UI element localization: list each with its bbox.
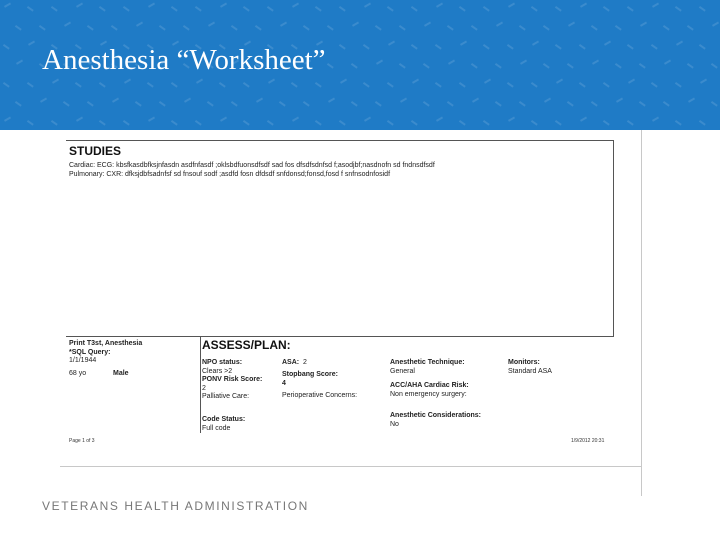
header-pattern-mark (531, 120, 538, 126)
header-pattern-mark (243, 6, 250, 12)
header-pattern-mark (364, 3, 371, 8)
monitors-value: Standard ASA (508, 367, 552, 375)
stopbang-label: Stopbang Score: (282, 371, 339, 378)
header-pattern-mark (159, 25, 166, 31)
header-pattern-mark (303, 25, 310, 31)
header-pattern-mark (652, 117, 659, 122)
header-pattern-mark (447, 101, 454, 107)
header-pattern-mark (64, 22, 71, 27)
header-pattern-mark (436, 117, 443, 122)
header-pattern-mark (375, 25, 382, 31)
header-pattern-mark (15, 25, 22, 31)
header-pattern-mark (292, 117, 299, 122)
header-pattern-mark (675, 6, 682, 12)
header-pattern-mark (519, 25, 526, 31)
header-pattern-mark (604, 41, 611, 46)
ponv-label: PONV Risk Score: (202, 376, 263, 383)
header-pattern-mark (3, 44, 10, 50)
header-pattern-mark (280, 22, 287, 27)
header-pattern-mark (699, 44, 706, 50)
header-pattern-mark (99, 6, 106, 12)
header-pattern-mark (76, 3, 83, 8)
header-pattern-mark (51, 120, 58, 126)
header-pattern-mark (411, 120, 418, 126)
header-pattern-mark (148, 117, 155, 122)
header-pattern-mark (219, 82, 226, 88)
header-pattern-mark (531, 6, 538, 12)
header-pattern-mark (472, 98, 479, 103)
header-pattern-mark (3, 82, 10, 88)
header-pattern-mark (99, 82, 106, 88)
header-pattern-mark (196, 79, 203, 84)
header-pattern-mark (315, 6, 322, 12)
monitors (508, 359, 552, 376)
header-pattern-mark (495, 63, 502, 69)
header-pattern-mark (435, 44, 442, 50)
header-pattern-mark (639, 63, 646, 69)
header-pattern-mark (387, 82, 394, 88)
header-pattern-mark (687, 25, 694, 31)
print-timestamp: 1/9/2012 20:31 (571, 438, 605, 444)
header-pattern-mark (627, 120, 634, 126)
header-pattern-mark (603, 6, 610, 12)
header-pattern-mark (675, 120, 682, 126)
header-pattern-mark (459, 120, 466, 126)
slide-header-band (0, 0, 720, 130)
header-pattern-mark (579, 82, 586, 88)
header-pattern-mark (256, 98, 263, 103)
header-pattern-mark (315, 120, 322, 126)
patient-sex: Male (113, 369, 129, 377)
header-pattern-mark (484, 79, 491, 84)
considerations-label: Anesthetic Considerations: (390, 412, 482, 419)
technique-value: General (390, 367, 415, 375)
header-pattern-mark (124, 79, 131, 84)
header-pattern-mark (363, 44, 370, 50)
header-pattern-mark (123, 6, 130, 12)
header-pattern-mark (579, 44, 586, 50)
header-pattern-mark (699, 6, 706, 12)
header-pattern-mark (184, 98, 191, 103)
header-pattern-mark (411, 6, 418, 12)
header-pattern-mark (555, 44, 562, 50)
patient-info (69, 340, 197, 378)
header-pattern-mark (700, 79, 707, 84)
header-pattern-mark (675, 82, 682, 88)
header-pattern-mark (351, 101, 358, 107)
header-pattern-mark (544, 98, 551, 103)
right-rule (641, 130, 642, 496)
header-pattern-mark (231, 25, 238, 31)
header-pattern-mark (16, 60, 23, 65)
header-pattern-mark (387, 6, 394, 12)
header-pattern-mark (556, 79, 563, 84)
header-pattern-mark (580, 3, 587, 8)
header-pattern-mark (400, 98, 407, 103)
considerations-value: No (390, 420, 399, 428)
header-pattern-mark (663, 101, 670, 107)
header-pattern-mark (699, 120, 706, 126)
header-pattern-mark (87, 101, 94, 107)
header-pattern-mark (75, 82, 82, 88)
studies-cardiac-line: Cardiac: ECG: kbsfkasdbfksjnfasdn asdfnfasdf ;oklsbdfuonsdfsdf sad fos dfsdfsdnfsd f;asodjbf;nasdnofn sd fndnsdfsdf (69, 162, 435, 169)
section-divider (66, 336, 614, 337)
header-pattern-mark (399, 63, 406, 69)
header-pattern-mark (591, 101, 598, 107)
header-pattern-mark (483, 6, 490, 12)
header-pattern-mark (640, 22, 647, 27)
header-pattern-mark (471, 25, 478, 31)
header-pattern-mark (711, 101, 718, 107)
document-border-top (66, 140, 614, 141)
header-pattern-mark (220, 3, 227, 8)
header-pattern-mark (483, 120, 490, 126)
header-pattern-mark (376, 60, 383, 65)
assess-plan-heading: ASSESS/PLAN: (202, 338, 291, 352)
header-pattern-mark (52, 79, 59, 84)
header-pattern-mark (459, 6, 466, 12)
header-pattern-mark (663, 25, 670, 31)
header-pattern-mark (292, 3, 299, 8)
technique-label: Anesthetic Technique: (390, 359, 465, 366)
header-pattern-mark (243, 82, 250, 88)
header-pattern-mark (39, 25, 46, 31)
npo-label: NPO status: (202, 359, 243, 366)
header-pattern-mark (399, 25, 406, 31)
header-pattern-mark (147, 82, 154, 88)
header-pattern-mark (615, 25, 622, 31)
header-pattern-mark (592, 60, 599, 65)
studies-pulmonary-line: Pulmonary: CXR: dfksjdbfsadnfsf sd fnsouf sodf ;asdfd fosn dfdsdf snfdonsd;fonsd,fosd f snfnsodnfosidf (69, 171, 391, 178)
header-pattern-mark (688, 98, 695, 103)
header-pattern-mark (99, 120, 106, 126)
header-pattern-mark (231, 101, 238, 107)
brand-footer: VETERANS HEALTH ADMINISTRATION (42, 499, 309, 513)
header-pattern-mark (616, 98, 623, 103)
header-pattern-mark (363, 82, 370, 88)
header-pattern-mark (652, 3, 659, 8)
header-pattern-mark (255, 25, 262, 31)
header-pattern-mark (423, 101, 430, 107)
bottom-rule (60, 466, 642, 467)
header-pattern-mark (627, 44, 634, 50)
header-pattern-mark (243, 120, 250, 126)
header-pattern-mark (183, 25, 190, 31)
header-pattern-mark (531, 82, 538, 88)
header-pattern-mark (448, 60, 455, 65)
header-pattern-mark (220, 117, 227, 122)
patient-age-sex-row (69, 370, 197, 379)
anesthetic-considerations (390, 412, 481, 429)
header-pattern-mark (352, 22, 359, 27)
header-pattern-mark (171, 120, 178, 126)
header-pattern-mark (136, 22, 143, 27)
header-pattern-mark (267, 6, 274, 12)
header-pattern-mark (339, 6, 346, 12)
code-status (202, 416, 245, 433)
header-pattern-mark (87, 25, 94, 31)
header-pattern-mark (27, 82, 34, 88)
acc-aha-risk (390, 382, 469, 399)
header-pattern-mark (340, 79, 347, 84)
acc-aha-label: ACC/AHA Cardiac Risk: (390, 382, 469, 389)
header-pattern-mark (460, 41, 467, 46)
header-pattern-mark (447, 25, 454, 31)
header-pattern-mark (123, 120, 130, 126)
header-pattern-mark (195, 6, 202, 12)
header-pattern-mark (339, 44, 346, 50)
asa-value: 2 (303, 359, 307, 366)
header-pattern-mark (268, 79, 275, 84)
header-pattern-mark (424, 22, 431, 27)
header-pattern-mark (364, 117, 371, 122)
document-border-right (613, 140, 614, 336)
patient-dob: 1/1/1944 (69, 357, 97, 364)
header-pattern-mark (208, 22, 215, 27)
header-pattern-mark (639, 101, 646, 107)
header-pattern-mark (171, 6, 178, 12)
header-pattern-mark (423, 63, 430, 69)
header-pattern-mark (459, 82, 466, 88)
header-pattern-mark (27, 6, 34, 12)
header-pattern-mark (63, 101, 70, 107)
stopbang-score (282, 371, 338, 388)
monitors-label: Monitors: (508, 359, 540, 366)
stopbang-value: 4 (282, 379, 286, 387)
header-pattern-mark (615, 63, 622, 69)
header-pattern-mark (291, 82, 298, 88)
header-pattern-mark (628, 79, 635, 84)
header-pattern-mark (4, 117, 11, 122)
header-pattern-mark (411, 44, 418, 50)
header-pattern-mark (4, 3, 11, 8)
header-pattern-mark (388, 41, 395, 46)
column-divider (200, 336, 201, 433)
header-pattern-mark (580, 117, 587, 122)
header-pattern-mark (687, 63, 694, 69)
header-pattern-mark (267, 120, 274, 126)
header-pattern-mark (315, 82, 322, 88)
header-pattern-mark (436, 3, 443, 8)
header-pattern-mark (111, 25, 118, 31)
header-pattern-mark (303, 101, 310, 107)
header-pattern-mark (591, 25, 598, 31)
header-pattern-mark (495, 101, 502, 107)
header-pattern-mark (651, 44, 658, 50)
header-pattern-mark (676, 41, 683, 46)
asa-row (282, 359, 307, 368)
slide-title: Anesthesia “Worksheet” (42, 44, 326, 76)
sql-query-label: *SQL Query: (69, 348, 111, 356)
header-pattern-mark (207, 101, 214, 107)
header-pattern-mark (112, 98, 119, 103)
header-pattern-mark (543, 25, 550, 31)
header-pattern-mark (603, 120, 610, 126)
header-pattern-mark (412, 79, 419, 84)
header-pattern-mark (471, 63, 478, 69)
header-pattern-mark (711, 63, 718, 69)
patient-name: Print T3st, Anesthesia (69, 340, 143, 347)
header-pattern-mark (496, 22, 503, 27)
header-pattern-mark (555, 6, 562, 12)
header-pattern-mark (507, 44, 514, 50)
header-pattern-mark (567, 101, 574, 107)
header-pattern-mark (568, 22, 575, 27)
header-pattern-mark (51, 6, 58, 12)
header-pattern-mark (555, 120, 562, 126)
studies-heading: STUDIES (69, 144, 122, 158)
patient-age: 68 yo (69, 369, 87, 377)
perioperative-concerns-label: Perioperative Concerns: (282, 392, 358, 399)
code-status-label: Code Status: (202, 416, 246, 423)
header-pattern-mark (339, 120, 346, 126)
header-pattern-mark (327, 63, 334, 69)
header-pattern-mark (483, 44, 490, 50)
header-pattern-mark (171, 82, 178, 88)
header-pattern-mark (651, 82, 658, 88)
header-pattern-mark (712, 22, 719, 27)
header-pattern-mark (27, 120, 34, 126)
header-pattern-mark (76, 117, 83, 122)
header-pattern-mark (28, 41, 35, 46)
npo-value: Clears >2 (202, 367, 233, 375)
header-pattern-mark (508, 117, 515, 122)
header-pattern-mark (351, 63, 358, 69)
header-pattern-mark (567, 63, 574, 69)
code-status-value: Full code (202, 424, 231, 432)
palliative-care-label: Palliative Care: (202, 393, 250, 400)
header-pattern-mark (435, 82, 442, 88)
acc-aha-value: Non emergency surgery: (390, 390, 467, 398)
header-pattern-mark (195, 120, 202, 126)
worksheet-document (66, 140, 614, 444)
header-pattern-mark (148, 3, 155, 8)
header-pattern-mark (375, 101, 382, 107)
header-pattern-mark (15, 101, 22, 107)
header-pattern-mark (507, 82, 514, 88)
header-pattern-mark (135, 101, 142, 107)
header-pattern-mark (520, 60, 527, 65)
anesthetic-technique (390, 359, 465, 376)
asa-label: ASA: (282, 359, 300, 366)
header-pattern-mark (532, 41, 539, 46)
ponv-value: 2 (202, 384, 206, 392)
header-pattern-mark (519, 101, 526, 107)
header-pattern-mark (627, 6, 634, 12)
header-pattern-mark (159, 101, 166, 107)
header-pattern-mark (327, 25, 334, 31)
header-pattern-mark (543, 63, 550, 69)
header-pattern-mark (387, 120, 394, 126)
header-pattern-mark (40, 98, 47, 103)
header-pattern-mark (328, 98, 335, 103)
page-number: Page 1 of 3 (69, 438, 95, 444)
header-pattern-mark (508, 3, 515, 8)
header-pattern-mark (664, 60, 671, 65)
header-pattern-mark (279, 101, 286, 107)
npo-status (202, 359, 262, 402)
header-pattern-mark (603, 82, 610, 88)
